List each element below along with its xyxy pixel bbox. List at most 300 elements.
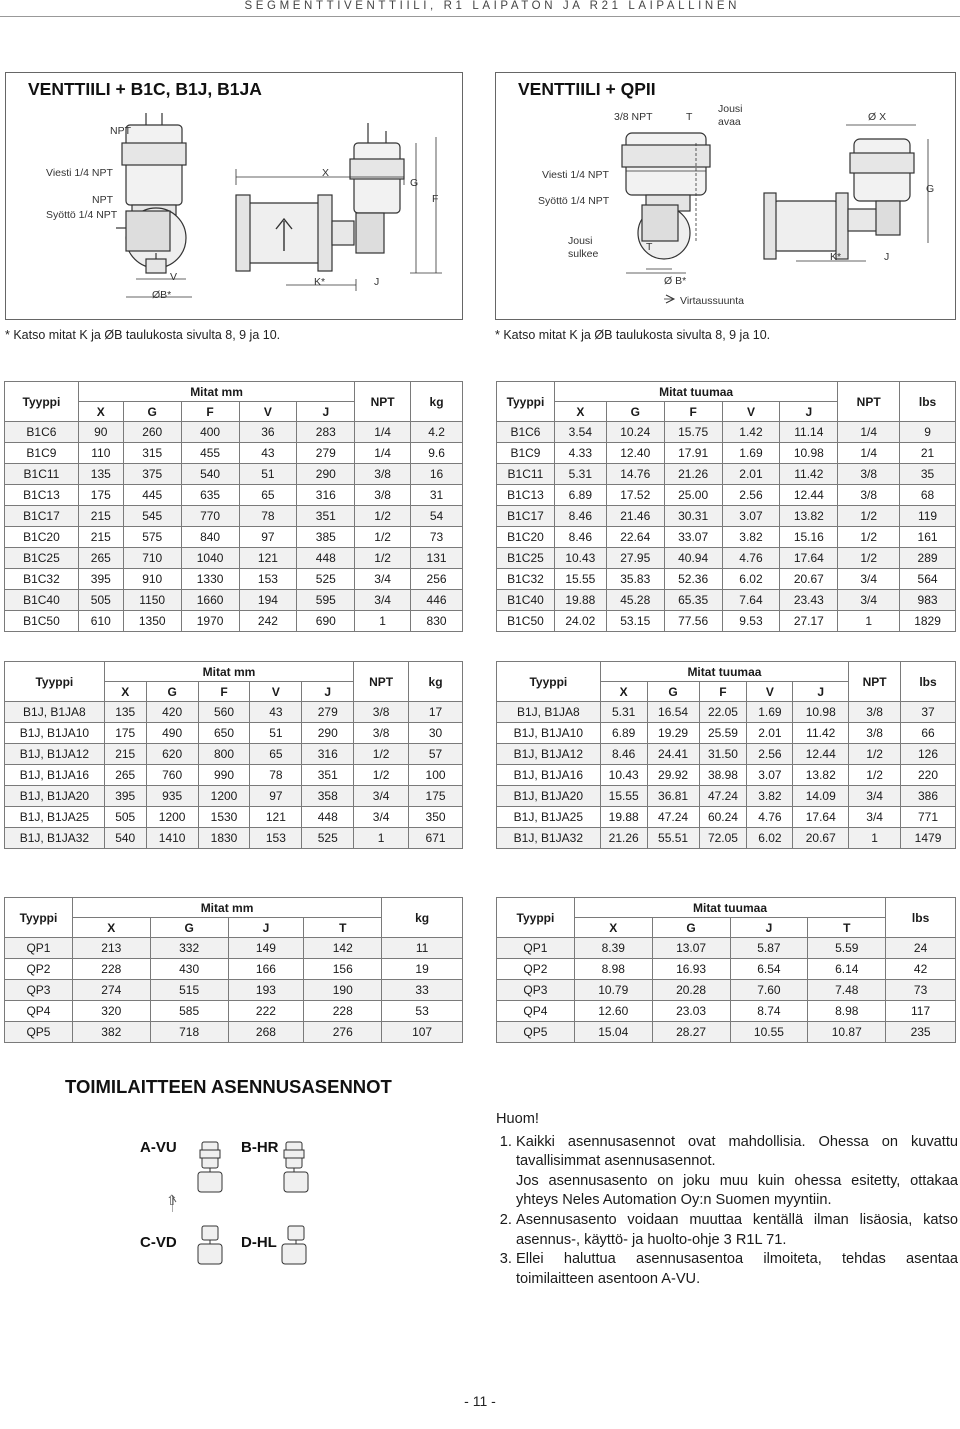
table-b1j-mm (4, 661, 463, 849)
value-cell: 560 (198, 702, 250, 723)
value-cell: 635 (181, 485, 239, 506)
value-cell: 1.69 (722, 443, 780, 464)
label-syotto: Syöttö 1/4 NPT (538, 195, 610, 207)
value-cell: 17.91 (664, 443, 722, 464)
value-cell: 446 (411, 590, 463, 611)
value-cell: 33.07 (664, 527, 722, 548)
label-t-mid: T (646, 241, 653, 253)
value-cell: 9.6 (411, 443, 463, 464)
label-virtaussuunta: Virtaussuunta (680, 295, 745, 307)
value-cell: 30 (409, 723, 463, 744)
value-cell: 8.98 (808, 1001, 886, 1022)
value-cell: 121 (239, 548, 297, 569)
column-header: J (297, 402, 355, 422)
value-cell: 17.64 (780, 548, 838, 569)
type-cell: B1C6 (5, 422, 79, 443)
value-cell: 6.14 (808, 959, 886, 980)
value-cell: 142 (304, 938, 382, 959)
table-row (497, 744, 956, 765)
value-cell: 10.55 (730, 1022, 808, 1043)
value-cell: 1530 (198, 807, 250, 828)
value-cell: 1150 (123, 590, 181, 611)
value-cell: 279 (297, 443, 355, 464)
value-cell: 23.03 (652, 1001, 730, 1022)
value-cell: 1/2 (838, 527, 900, 548)
table-row (5, 443, 463, 464)
value-cell: 289 (900, 548, 956, 569)
value-cell: 107 (382, 1022, 463, 1043)
table-row (5, 828, 463, 849)
value-cell: 24.02 (554, 611, 606, 632)
value-cell: 149 (228, 938, 304, 959)
value-cell: 213 (72, 938, 150, 959)
value-cell: 3/8 (849, 702, 901, 723)
table-row (497, 980, 956, 1001)
table-qp-inch (496, 897, 956, 1043)
value-cell: 3.82 (722, 527, 780, 548)
type-cell: B1C9 (497, 443, 555, 464)
value-cell: 235 (886, 1022, 956, 1043)
value-cell: 1/4 (838, 443, 900, 464)
label-k: K* (830, 251, 842, 263)
value-cell: 17 (409, 702, 463, 723)
value-cell: 3/8 (838, 485, 900, 506)
value-cell: 350 (409, 807, 463, 828)
value-cell: 37 (901, 702, 956, 723)
value-cell: 3/4 (355, 569, 411, 590)
value-cell: 3.54 (554, 422, 606, 443)
value-cell: 19 (382, 959, 463, 980)
value-cell: 156 (304, 959, 382, 980)
value-cell: 110 (78, 443, 123, 464)
value-cell: 1/2 (849, 744, 901, 765)
value-cell: 382 (72, 1022, 150, 1043)
label-v: V (170, 271, 178, 283)
value-cell: 45.28 (606, 590, 664, 611)
value-cell: 25.59 (699, 723, 747, 744)
column-header: F (181, 402, 239, 422)
value-cell: 800 (198, 744, 250, 765)
table-b1c-inch (496, 381, 956, 632)
value-cell: 42 (886, 959, 956, 980)
group-header: Mitat tuumaa (554, 382, 837, 402)
label-g: G (410, 177, 419, 189)
column-header: F (664, 402, 722, 422)
type-cell: B1C9 (5, 443, 79, 464)
label-x: X (322, 167, 330, 179)
value-cell: 40.94 (664, 548, 722, 569)
value-cell: 3/4 (354, 807, 409, 828)
notes-heading: Huom! (496, 1111, 539, 1127)
value-cell: 4.76 (747, 807, 793, 828)
value-cell: 16.54 (647, 702, 699, 723)
type-cell: B1C6 (497, 422, 555, 443)
value-cell: 3.07 (722, 506, 780, 527)
value-cell: 2.01 (722, 464, 780, 485)
value-cell: 77.56 (664, 611, 722, 632)
note-item-1-line2: Jos asennusasento on joku muu kuin ohessa esitetty, ottakaa yhteys Neles Automation Oy:n Suomen myyntiin. (516, 1172, 958, 1209)
value-cell: 78 (250, 765, 302, 786)
panel-qpii-actuator (495, 72, 956, 320)
table-row (5, 569, 463, 590)
value-cell: 175 (78, 485, 123, 506)
label-j: J (374, 276, 380, 288)
value-cell: 47.24 (647, 807, 699, 828)
column-header: X (72, 918, 150, 938)
value-cell: 15.55 (600, 786, 647, 807)
table-row (5, 590, 463, 611)
value-cell: 53.15 (606, 611, 664, 632)
table-row (5, 959, 463, 980)
note-item-3-line1: 3. Ellei haluttua asennusasentoa ilmoiteta, tehdas asentaa toimilaitteen asentoon A-VU. (516, 1251, 958, 1287)
type-cell: B1J, B1JA8 (497, 702, 601, 723)
value-cell: 400 (181, 422, 239, 443)
notes-block (496, 1110, 958, 1289)
table-row (5, 611, 463, 632)
type-cell: B1C17 (497, 506, 555, 527)
value-cell: 8.98 (574, 959, 652, 980)
label-ob: ØB* (152, 289, 172, 301)
value-cell: 3.07 (747, 765, 793, 786)
value-cell: 256 (411, 569, 463, 590)
value-cell: 51 (239, 464, 297, 485)
value-cell: 228 (304, 1001, 382, 1022)
group-header: Mitat mm (104, 662, 353, 682)
value-cell: 15.55 (554, 569, 606, 590)
value-cell: 53 (382, 1001, 463, 1022)
mounting-positions-drawing (172, 1128, 312, 1278)
type-header: Tyyppi (497, 382, 555, 422)
value-cell: 97 (250, 786, 302, 807)
value-cell: 1/2 (355, 506, 411, 527)
value-cell: 265 (104, 765, 146, 786)
value-cell: 6.54 (730, 959, 808, 980)
table-row (497, 611, 956, 632)
value-cell: 983 (900, 590, 956, 611)
table-row (497, 807, 956, 828)
value-cell: 358 (302, 786, 354, 807)
value-cell: 283 (297, 422, 355, 443)
note-item-2-line1: 2. Asennusasento voidaan muuttaa kentällä ilman lisäosia, katso asennus-, käyttö- ja huolto-ohje 3 R1L 71. (516, 1211, 958, 1248)
value-cell: 595 (297, 590, 355, 611)
value-cell: 445 (123, 485, 181, 506)
type-cell: B1J, B1JA12 (497, 744, 601, 765)
value-cell: 6.02 (747, 828, 793, 849)
value-cell: 771 (901, 807, 956, 828)
mounting-title: TOIMILAITTEEN ASENNUSASENNOT (65, 1076, 392, 1097)
value-cell: 1830 (198, 828, 250, 849)
type-cell: B1J, B1JA20 (5, 786, 105, 807)
right-panel-note: * Katso mitat K ja ØB taulukosta sivulta 8, 9 ja 10. (495, 328, 771, 342)
value-cell: 11.42 (780, 464, 838, 485)
position-label-c-vd: C-VD (140, 1234, 177, 1251)
value-cell: 17.64 (793, 807, 849, 828)
value-cell: 3.82 (747, 786, 793, 807)
value-cell: 290 (302, 723, 354, 744)
value-cell: 52.36 (664, 569, 722, 590)
table-row (497, 443, 956, 464)
type-cell: QP2 (497, 959, 575, 980)
value-cell: 351 (302, 765, 354, 786)
label-f: F (432, 193, 439, 205)
value-cell: 1.69 (747, 702, 793, 723)
table-row (5, 744, 463, 765)
unit-header: lbs (900, 382, 956, 422)
value-cell: 11.14 (780, 422, 838, 443)
value-cell: 10.43 (554, 548, 606, 569)
value-cell: 990 (198, 765, 250, 786)
table-row (497, 1001, 956, 1022)
type-header: Tyyppi (5, 662, 105, 702)
type-cell: QP2 (5, 959, 73, 980)
value-cell: 31 (411, 485, 463, 506)
value-cell: 68 (900, 485, 956, 506)
value-cell: 25.00 (664, 485, 722, 506)
label-npt-mid: NPT (92, 194, 113, 206)
value-cell: 13.82 (793, 765, 849, 786)
value-cell: 1/2 (849, 765, 901, 786)
table-row (497, 422, 956, 443)
table-row (497, 590, 956, 611)
value-cell: 21.46 (606, 506, 664, 527)
value-cell: 3/4 (838, 569, 900, 590)
value-cell: 8.39 (574, 938, 652, 959)
value-cell: 33 (382, 980, 463, 1001)
label-viesti: Viesti 1/4 NPT (46, 167, 113, 179)
label-jousi-avaa: Jousi avaa (718, 103, 743, 128)
value-cell: 1040 (181, 548, 239, 569)
value-cell: 51 (250, 723, 302, 744)
note-item-1 (516, 1133, 958, 1211)
table-row (5, 422, 463, 443)
column-header: G (606, 402, 664, 422)
value-cell: 375 (123, 464, 181, 485)
group-header: Mitat mm (78, 382, 354, 402)
value-cell: 3/4 (849, 807, 901, 828)
column-header: V (747, 682, 793, 702)
value-cell: 620 (146, 744, 198, 765)
value-cell: 830 (411, 611, 463, 632)
type-cell: B1J, B1JA10 (497, 723, 601, 744)
value-cell: 7.60 (730, 980, 808, 1001)
type-cell: B1C13 (497, 485, 555, 506)
value-cell: 6.89 (554, 485, 606, 506)
table-row (497, 828, 956, 849)
column-header: V (239, 402, 297, 422)
value-cell: 12.60 (574, 1001, 652, 1022)
value-cell: 1/2 (838, 506, 900, 527)
type-header: Tyyppi (497, 662, 601, 702)
value-cell: 11.42 (793, 723, 849, 744)
column-header: F (699, 682, 747, 702)
value-cell: 650 (198, 723, 250, 744)
value-cell: 3/8 (849, 723, 901, 744)
value-cell: 28.27 (652, 1022, 730, 1043)
value-cell: 222 (228, 1001, 304, 1022)
value-cell: 5.59 (808, 938, 886, 959)
table-row (5, 506, 463, 527)
page-number: - 11 - (464, 1393, 496, 1409)
value-cell: 10.98 (793, 702, 849, 723)
group-header: Mitat mm (72, 898, 381, 918)
value-cell: 43 (250, 702, 302, 723)
value-cell: 215 (78, 527, 123, 548)
value-cell: 9 (900, 422, 956, 443)
value-cell: 36 (239, 422, 297, 443)
column-header: T (304, 918, 382, 938)
column-header: G (123, 402, 181, 422)
value-cell: 260 (123, 422, 181, 443)
value-cell: 21.26 (664, 464, 722, 485)
value-cell: 1200 (146, 807, 198, 828)
value-cell: 1/2 (355, 527, 411, 548)
value-cell: 13.82 (780, 506, 838, 527)
value-cell: 215 (104, 744, 146, 765)
value-cell: 21 (900, 443, 956, 464)
value-cell: 1/2 (355, 548, 411, 569)
value-cell: 448 (302, 807, 354, 828)
table-row (497, 569, 956, 590)
type-cell: QP3 (5, 980, 73, 1001)
table-row (497, 527, 956, 548)
value-cell: 6.02 (722, 569, 780, 590)
value-cell: 1 (355, 611, 411, 632)
value-cell: 540 (181, 464, 239, 485)
value-cell: 10.24 (606, 422, 664, 443)
column-header: G (146, 682, 198, 702)
panel-title: VENTTIILI + B1C, B1J, B1JA (28, 79, 262, 99)
value-cell: 8.46 (554, 527, 606, 548)
value-cell: 65 (250, 744, 302, 765)
value-cell: 525 (297, 569, 355, 590)
table-row (5, 807, 463, 828)
header-title: SEGMENTTIVENTTIILI, R1 LAIPATON JA R21 LAIPALLINEN (244, 0, 740, 12)
type-cell: B1C40 (5, 590, 79, 611)
value-cell: 315 (123, 443, 181, 464)
value-cell: 43 (239, 443, 297, 464)
type-cell: B1C25 (497, 548, 555, 569)
value-cell: 274 (72, 980, 150, 1001)
type-cell: QP3 (497, 980, 575, 1001)
value-cell: 4.76 (722, 548, 780, 569)
value-cell: 220 (901, 765, 956, 786)
value-cell: 690 (297, 611, 355, 632)
value-cell: 20.67 (793, 828, 849, 849)
type-header: Tyyppi (5, 382, 79, 422)
type-cell: B1C20 (5, 527, 79, 548)
value-cell: 935 (146, 786, 198, 807)
value-cell: 1/2 (354, 744, 409, 765)
value-cell: 153 (250, 828, 302, 849)
valve-actuator-drawing (6, 73, 462, 319)
value-cell: 2.01 (747, 723, 793, 744)
value-cell: 15.16 (780, 527, 838, 548)
value-cell: 21.26 (600, 828, 647, 849)
value-cell: 3/8 (354, 723, 409, 744)
value-cell: 24 (886, 938, 956, 959)
column-header: X (600, 682, 647, 702)
value-cell: 4.33 (554, 443, 606, 464)
position-label-b-hr: B-HR (241, 1139, 279, 1156)
value-cell: 385 (297, 527, 355, 548)
table-row (5, 548, 463, 569)
value-cell: 31.50 (699, 744, 747, 765)
type-cell: B1J, B1JA12 (5, 744, 105, 765)
value-cell: 228 (72, 959, 150, 980)
position-label-a-vu: A-VU (140, 1139, 177, 1156)
value-cell: 386 (901, 786, 956, 807)
type-header: Tyyppi (497, 898, 575, 938)
value-cell: 3/4 (838, 590, 900, 611)
value-cell: 268 (228, 1022, 304, 1043)
page-header (0, 0, 960, 16)
value-cell: 585 (150, 1001, 228, 1022)
value-cell: 525 (302, 828, 354, 849)
value-cell: 1 (838, 611, 900, 632)
column-header: X (554, 402, 606, 422)
value-cell: 175 (104, 723, 146, 744)
type-cell: B1J, B1JA32 (497, 828, 601, 849)
label-syotto: Syöttö 1/4 NPT (46, 209, 118, 221)
unit-header: kg (409, 662, 463, 702)
value-cell: 610 (78, 611, 123, 632)
value-cell: 22.05 (699, 702, 747, 723)
type-cell: B1J, B1JA8 (5, 702, 105, 723)
value-cell: 23.43 (780, 590, 838, 611)
type-cell: B1C13 (5, 485, 79, 506)
value-cell: 38.98 (699, 765, 747, 786)
table-row (5, 938, 463, 959)
notes-list (496, 1133, 958, 1290)
table-row (5, 980, 463, 1001)
type-header: Tyyppi (5, 898, 73, 938)
value-cell: 3/4 (849, 786, 901, 807)
npt-header: NPT (355, 382, 411, 422)
unit-header: lbs (886, 898, 956, 938)
type-cell: B1C20 (497, 527, 555, 548)
table-row (5, 786, 463, 807)
column-header: X (574, 918, 652, 938)
type-cell: B1C40 (497, 590, 555, 611)
value-cell: 5.31 (600, 702, 647, 723)
label-ob: Ø B* (664, 275, 687, 287)
value-cell: 73 (411, 527, 463, 548)
value-cell: 55.51 (647, 828, 699, 849)
value-cell: 193 (228, 980, 304, 1001)
value-cell: 8.74 (730, 1001, 808, 1022)
table-row (497, 548, 956, 569)
value-cell: 3/8 (838, 464, 900, 485)
value-cell: 3/4 (354, 786, 409, 807)
value-cell: 505 (104, 807, 146, 828)
note-item-2 (516, 1211, 958, 1250)
table-row (497, 1022, 956, 1043)
table-row (497, 506, 956, 527)
value-cell: 910 (123, 569, 181, 590)
type-cell: QP5 (497, 1022, 575, 1043)
value-cell: 119 (900, 506, 956, 527)
table-row (5, 723, 463, 744)
type-cell: QP4 (497, 1001, 575, 1022)
column-header: G (652, 918, 730, 938)
type-cell: B1J, B1JA20 (497, 786, 601, 807)
value-cell: 12.44 (793, 744, 849, 765)
value-cell: 29.92 (647, 765, 699, 786)
value-cell: 564 (900, 569, 956, 590)
npt-header: NPT (849, 662, 901, 702)
value-cell: 100 (409, 765, 463, 786)
type-cell: QP1 (497, 938, 575, 959)
